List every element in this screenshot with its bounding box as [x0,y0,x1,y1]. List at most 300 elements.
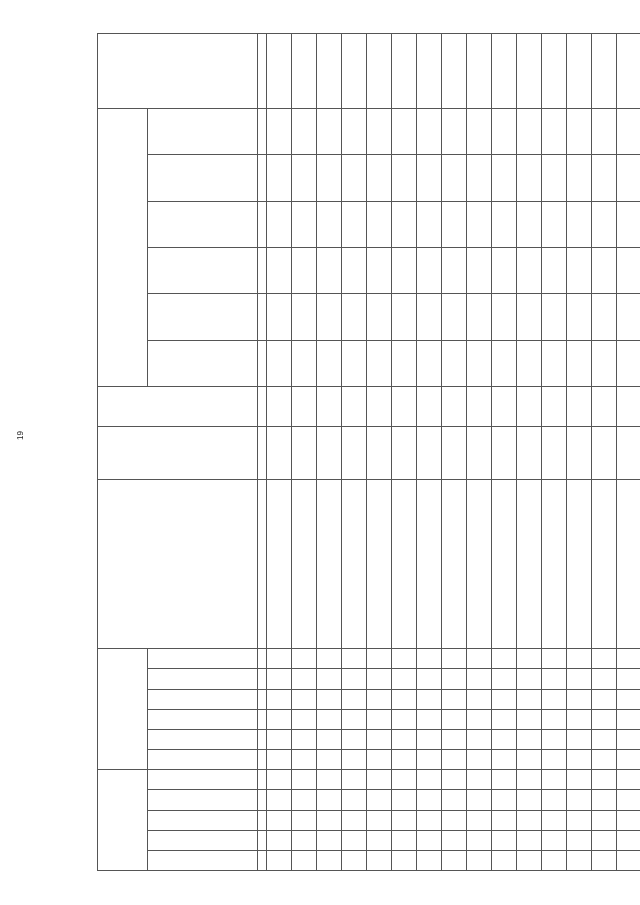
table-cell [567,387,592,427]
rotated-table-frame [97,33,632,871]
table-cell [392,201,417,247]
table-cell [292,790,317,810]
table-cell [342,108,367,154]
table-cell [267,201,292,247]
table-cell [567,108,592,154]
table-cell [467,247,492,293]
subheader-11 [148,649,258,669]
table-cell [267,810,292,830]
table-cell [592,689,617,709]
table-cell [417,201,442,247]
table-cell [542,850,567,870]
table-cell [492,108,517,154]
table-cell [267,770,292,790]
table-cell [492,201,517,247]
table-cell [292,830,317,850]
table-cell [317,387,342,427]
table-cell [317,108,342,154]
table-cell [267,729,292,749]
table-cell [467,770,492,790]
table-cell [417,750,442,770]
table-cell [442,294,467,340]
table-cell [342,34,367,109]
table-cell [442,479,467,648]
table-cell [392,479,417,648]
table-cell [592,850,617,870]
header-funding [98,770,148,871]
table-cell [342,709,367,729]
table-cell [442,810,467,830]
table-cell [592,155,617,201]
table-cell [367,790,392,810]
table-cell [267,34,292,109]
table-cell [567,340,592,386]
table-cell [517,790,542,810]
table-cell [417,830,442,850]
table-cell [367,34,392,109]
table-cell [267,669,292,689]
table-cell [317,155,342,201]
table-cell [367,729,392,749]
table-cell [392,387,417,427]
table-cell [517,108,542,154]
table-cell [317,850,342,870]
table-cell [542,479,567,648]
table-cell [292,108,317,154]
table-cell [292,201,317,247]
table-cell [617,790,640,810]
table-cell [492,669,517,689]
table-cell [617,155,640,201]
header-activity [98,649,148,770]
column-number [258,201,267,247]
table-cell [267,649,292,669]
table-cell [592,790,617,810]
table-cell [392,649,417,669]
table-cell [367,750,392,770]
table-cell [517,34,542,109]
table-cell [317,709,342,729]
table-cell [542,790,567,810]
table-cell [617,669,640,689]
table-cell [292,479,317,648]
table-cell [542,108,567,154]
table-cell [617,729,640,749]
table-cell [492,34,517,109]
table-row [617,34,640,871]
column-number [258,770,267,790]
table-cell [542,810,567,830]
table-cell [342,427,367,479]
column-number [258,387,267,427]
table-cell [467,340,492,386]
table-cell [567,669,592,689]
table-cell [617,108,640,154]
subheader-19 [148,155,258,201]
table-cell [417,108,442,154]
table-cell [392,850,417,870]
column-number-row [258,34,267,871]
table-cell [292,155,317,201]
table-cell [617,770,640,790]
table-cell [417,709,442,729]
table-cell [367,247,392,293]
subheader-9 [148,689,258,709]
table-cell [442,247,467,293]
table-cell [317,201,342,247]
table-cell [567,689,592,709]
table-cell [367,387,392,427]
table-cell [292,34,317,109]
table-cell [467,850,492,870]
table-cell [567,770,592,790]
table-cell [542,247,567,293]
subheader-16 [148,294,258,340]
table-cell [267,427,292,479]
table-cell [392,810,417,830]
table-cell [542,649,567,669]
table-cell [517,709,542,729]
table-row [517,34,542,871]
subheader-20 [148,108,258,154]
table-cell [392,155,417,201]
table-cell [542,709,567,729]
table-cell [492,790,517,810]
subheader-15 [148,340,258,386]
table-cell [617,649,640,669]
table-cell [567,155,592,201]
table-cell [367,830,392,850]
table-cell [342,830,367,850]
table-cell [442,850,467,870]
column-number [258,155,267,201]
table-cell [467,427,492,479]
table-cell [292,810,317,830]
column-number [258,34,267,109]
table-cell [267,750,292,770]
table-cell [517,850,542,870]
column-number [258,247,267,293]
table-cell [417,294,442,340]
header-unit [98,427,258,479]
table-cell [267,830,292,850]
table-cell [517,247,542,293]
column-number [258,729,267,749]
table-cell [292,770,317,790]
table-cell [292,649,317,669]
table-row [442,34,467,871]
table-cell [267,709,292,729]
table-cell [417,247,442,293]
table-cell [592,830,617,850]
table-cell [417,790,442,810]
table-cell [492,294,517,340]
table-cell [617,689,640,709]
table-cell [342,770,367,790]
table-cell [517,479,542,648]
table-cell [367,810,392,830]
table-cell [392,669,417,689]
table-cell [592,669,617,689]
table-cell [342,155,367,201]
table-cell [592,729,617,749]
table-cell [392,709,417,729]
table-cell [542,294,567,340]
table-cell [342,850,367,870]
table-cell [442,387,467,427]
header-target [98,34,258,109]
table-cell [417,34,442,109]
table-cell [617,427,640,479]
table-cell [617,750,640,770]
table-cell [392,427,417,479]
table-row [567,34,592,871]
table-cell [467,387,492,427]
table-cell [267,155,292,201]
table-cell [342,729,367,749]
table-cell [367,709,392,729]
table-cell [292,427,317,479]
table-cell [267,790,292,810]
table-cell [317,669,342,689]
table-cell [392,729,417,749]
table-cell [492,850,517,870]
subheader-3 [148,810,258,830]
table-cell [567,830,592,850]
table-cell [542,830,567,850]
table-cell [392,830,417,850]
table-cell [592,34,617,109]
table-cell [367,155,392,201]
table-cell [342,387,367,427]
table-cell [617,201,640,247]
column-number [258,479,267,648]
table-cell [517,427,542,479]
table-cell [292,294,317,340]
table-cell [442,201,467,247]
column-number [258,850,267,870]
table-cell [342,479,367,648]
table-cell [317,770,342,790]
table-cell [542,750,567,770]
table-cell [342,689,367,709]
table-cell [542,427,567,479]
table-cell [567,649,592,669]
table-cell [517,830,542,850]
table-cell [542,729,567,749]
table-cell [442,155,467,201]
table-cell [417,729,442,749]
table-cell [417,155,442,201]
table-cell [317,649,342,669]
table-cell [517,340,542,386]
table-cell [617,709,640,729]
table-cell [617,294,640,340]
table-row [417,34,442,871]
table-cell [542,770,567,790]
table-cell [442,770,467,790]
table-cell [592,479,617,648]
table-cell [517,750,542,770]
table-cell [292,689,317,709]
subheader-8 [148,709,258,729]
table-cell [517,729,542,749]
table-cell [467,790,492,810]
table-row [267,34,292,871]
table-cell [267,340,292,386]
subheader-10 [148,669,258,689]
table-cell [567,850,592,870]
table-cell [592,340,617,386]
table-cell [592,201,617,247]
table-cell [417,427,442,479]
table-cell [567,750,592,770]
subheader-6 [148,750,258,770]
column-number [258,709,267,729]
table-cell [442,729,467,749]
table-row [292,34,317,871]
table-cell [617,479,640,648]
table-cell [617,34,640,109]
header-indicator [98,479,258,648]
table-row [342,34,367,871]
table-cell [442,790,467,810]
table-body [267,34,640,871]
table-cell [517,649,542,669]
table-cell [492,810,517,830]
column-number [258,649,267,669]
table-cell [417,810,442,830]
table-row [542,34,567,871]
table-cell [267,247,292,293]
table-cell [267,108,292,154]
table-cell [592,108,617,154]
column-number [258,427,267,479]
table-cell [392,34,417,109]
table-cell [592,294,617,340]
table-cell [567,810,592,830]
table-cell [267,479,292,648]
column-number [258,294,267,340]
table-cell [342,810,367,830]
table-cell [592,247,617,293]
table-cell [417,850,442,870]
table-cell [542,201,567,247]
table-cell [542,669,567,689]
table-cell [342,201,367,247]
subheader-18 [148,201,258,247]
table-cell [567,790,592,810]
table-cell [467,810,492,830]
table-cell [317,34,342,109]
table-cell [292,850,317,870]
table-cell [442,709,467,729]
table-cell [292,247,317,293]
table-cell [617,850,640,870]
table-cell [492,750,517,770]
program-table [97,33,640,871]
table-cell [367,427,392,479]
table-cell [492,427,517,479]
table-row [317,34,342,871]
subheader-7 [148,729,258,749]
subheader-5 [148,770,258,790]
column-number [258,810,267,830]
table-cell [417,770,442,790]
table-cell [292,709,317,729]
table-cell [467,830,492,850]
table-cell [367,649,392,669]
table-cell [542,340,567,386]
table-cell [367,770,392,790]
table-cell [417,387,442,427]
table-cell [567,709,592,729]
table-cell [317,750,342,770]
table-cell [342,669,367,689]
table-row [592,34,617,871]
table-cell [567,247,592,293]
table-cell [367,201,392,247]
table-cell [367,689,392,709]
table-cell [342,649,367,669]
table-cell [592,709,617,729]
table-cell [492,479,517,648]
table-cell [267,294,292,340]
table-cell [317,790,342,810]
table-cell [617,340,640,386]
table-cell [317,810,342,830]
table-cell [492,247,517,293]
table-cell [317,427,342,479]
table-cell [592,387,617,427]
table-cell [492,387,517,427]
table-cell [442,34,467,109]
table-cell [517,387,542,427]
table-cell [542,689,567,709]
table-cell [342,790,367,810]
table-cell [492,709,517,729]
table-cell [517,810,542,830]
table-cell [492,729,517,749]
table-cell [392,689,417,709]
table-cell [292,387,317,427]
table-cell [292,669,317,689]
column-number [258,108,267,154]
table-cell [492,340,517,386]
header-base-year [98,387,258,427]
table-cell [517,155,542,201]
table-cell [392,340,417,386]
table-cell [467,709,492,729]
subheader-17 [148,247,258,293]
header-years [98,108,148,386]
table-cell [592,427,617,479]
table-cell [317,479,342,648]
table-cell [267,387,292,427]
table-cell [392,770,417,790]
table-cell [392,108,417,154]
table-cell [292,340,317,386]
table-cell [442,340,467,386]
table-cell [317,729,342,749]
table-cell [492,649,517,669]
subheader-4 [148,790,258,810]
table-cell [617,247,640,293]
table-cell [467,750,492,770]
table-cell [392,750,417,770]
table-cell [467,155,492,201]
table-cell [317,247,342,293]
